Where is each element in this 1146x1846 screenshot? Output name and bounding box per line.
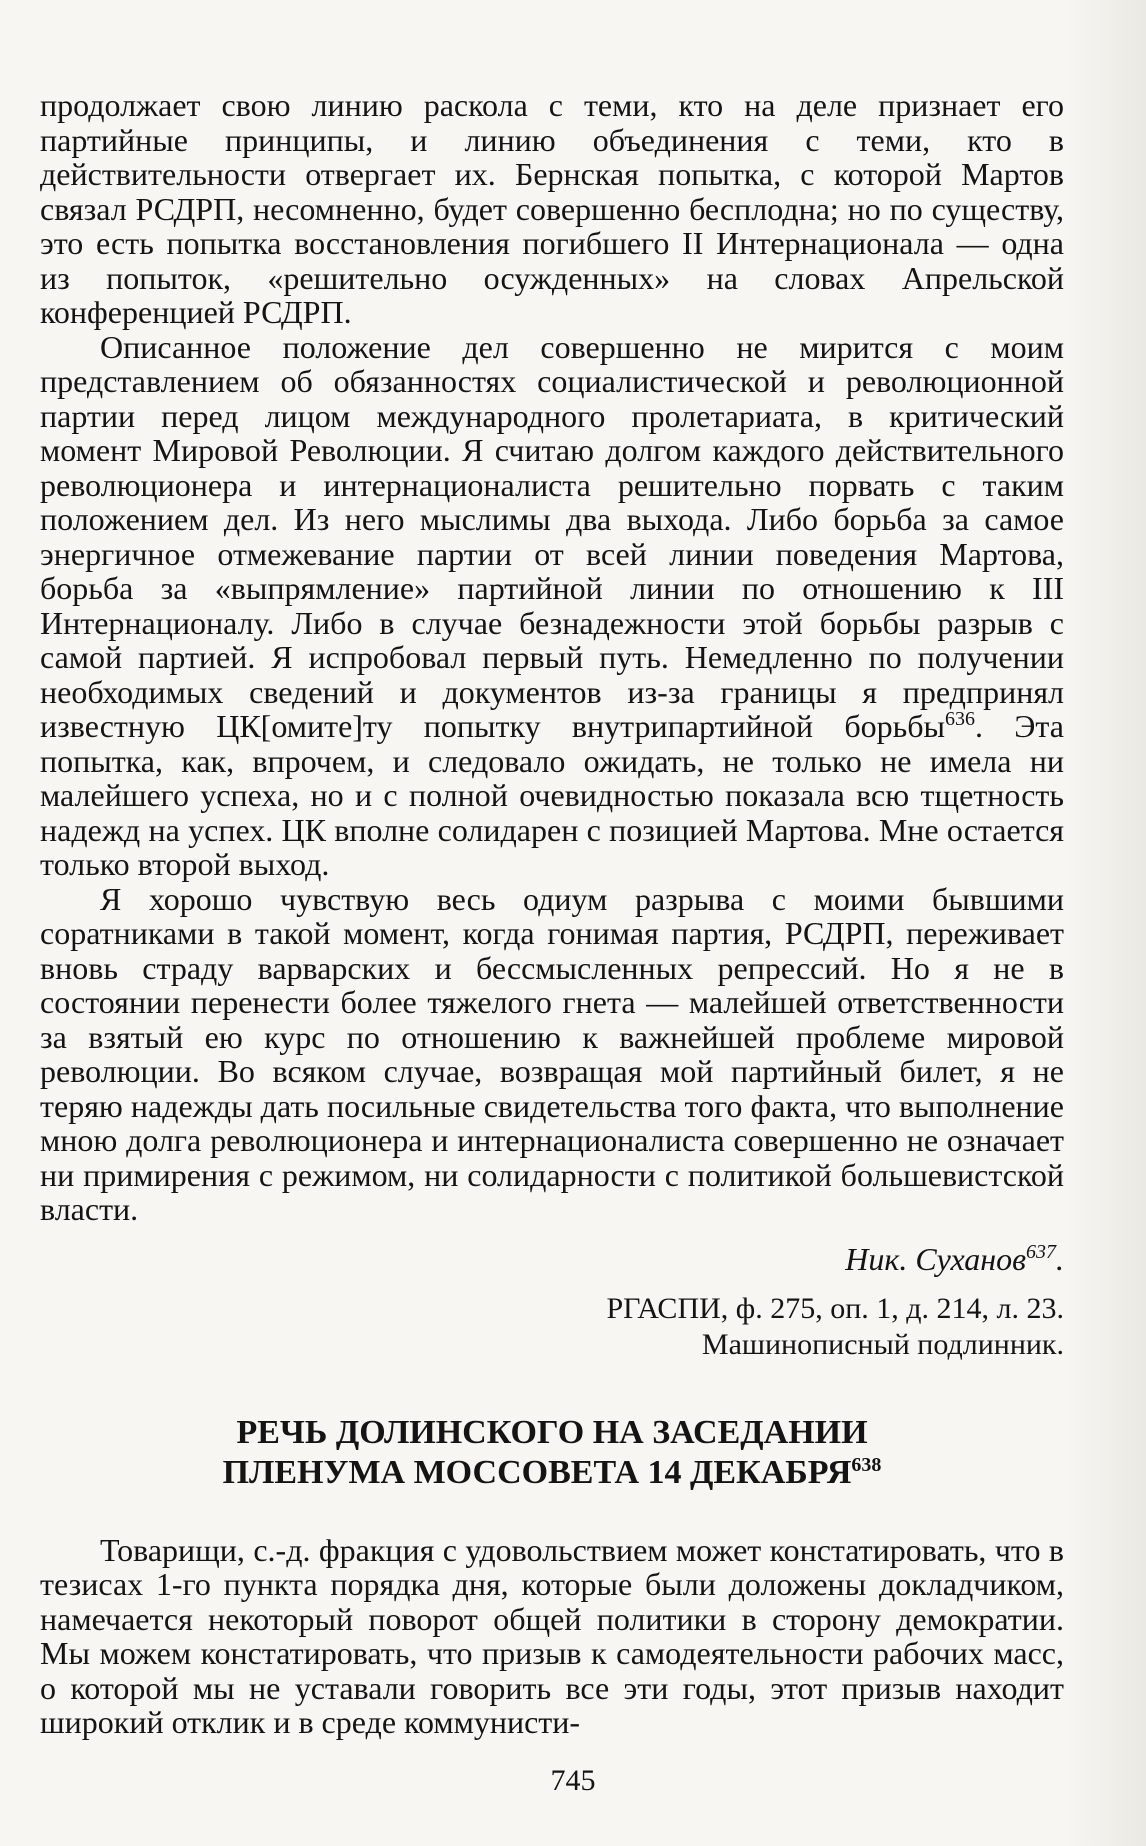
speech-paragraph-text: Товарищи, с.-д. фракция с удовольствием может констатировать, что в тезисах 1-го пункта порядка дня, которые были доложены докладчиком, намечается некоторый поворот общей политики в сторону демократии. Мы можем констатировать, что призыв к самодеятельности рабочих масс, о которой мы не уставали говорить все эти годы, этот призыв находит широкий отклик и в среде коммунисти- [40, 1531, 1064, 1740]
archive-source-line-2: Машинописный подлинник. [701, 1327, 1064, 1361]
footnote-ref-637: 637 [1026, 1240, 1056, 1263]
signature [40, 1241, 1064, 1277]
paragraph-1-text: продолжает свою линию раскола с теми, кто на деле признает его партийные принципы, и линию объединения с теми, кто в действительности отвергает их. Бернская попытка, с которой Мартов связал РСДРП, несомненно, будет совершенно бесплодна; но по существу, это есть попытка восстановления погибшего II Интернационала — одна из попыток, «решительно осужденных» на словах Апрельской конференцией РСДРП. [40, 87, 1064, 330]
paragraph-3 [40, 882, 1064, 1227]
footnote-ref-638: 638 [851, 1453, 882, 1476]
signature-name: Ник. Суханов [845, 1240, 1026, 1277]
paragraph-3-text: Я хорошо чувствую весь одиум разрыва с моими бывшими соратниками в такой момент, когда гонимая партия, РСДРП, переживает вновь страду варварских и бессмысленных репрессий. Но я не в состоянии перенести более тяжелого гнета — малейшей ответственности за взятый ею курс по отношению к важнейшей проблеме мировой революции. Во всяком случае, возвращая мой партийный билет, я не теряю надежды дать посильные свидетельства того факта, что выполнение мною долга революционера и интернационалиста совершенно не означает ни примирения с режимом, ни солидарности с политикой большевистской власти. [40, 880, 1064, 1227]
page-number: 745 [550, 1764, 596, 1797]
archive-source-line-1: РГАСПИ, ф. 275, оп. 1, д. 214, л. 23. [606, 1291, 1064, 1325]
paragraph-2-text: Описанное положение дел совершенно не мирится с моим представлением об обязанностях социалистической и революционной партии перед лицом международного пролетариата, в критический момент Мировой Революции. Я считаю долгом каждого действительного революционера и интернационалиста решительно порвать с таким положением дел. Из него мыслимы два выхода. Либо борьба за самое энергичное отмежевание партии от всей линии поведения Мартова, борьба за «выпрямление» партийной линии по отношению к III Интернационалу. Либо в случае безнадежности этой борьбы разрыв с самой партией. Я испробовал первый путь. Немедленно по получении необходимых сведений и документов из-за границы я предпринял известную ЦК[омите]ту попытку внутрипартийной борьбы [40, 328, 1064, 744]
section-title [40, 1413, 1064, 1493]
archive-source [40, 1291, 1064, 1363]
footnote-ref-636: 636 [945, 708, 975, 730]
paragraph-2-tail: . Эта попытка, как, впрочем, и следовало ожидать, не только не имела ни малейшего успеха, но и с полной очевидностью показала всю тщетность надежд на успех. ЦК вполне солидарен с позицией Мартова. Мне остается только второй выход. [40, 708, 1065, 882]
title-spacing [40, 1493, 1064, 1533]
paragraph-2 [40, 330, 1064, 882]
section-title-line-2: ПЛЕНУМА МОССОВЕТА 14 ДЕКАБРЯ [222, 1453, 852, 1491]
document-page [40, 88, 1064, 1740]
speech-paragraph [40, 1533, 1064, 1740]
section-title-line-1: РЕЧЬ ДОЛИНСКОГО НА ЗАСЕДАНИИ [236, 1413, 868, 1451]
signature-end: . [1056, 1240, 1064, 1277]
page-edge-shadow [1066, 0, 1146, 1846]
paragraph-1 [40, 88, 1064, 330]
